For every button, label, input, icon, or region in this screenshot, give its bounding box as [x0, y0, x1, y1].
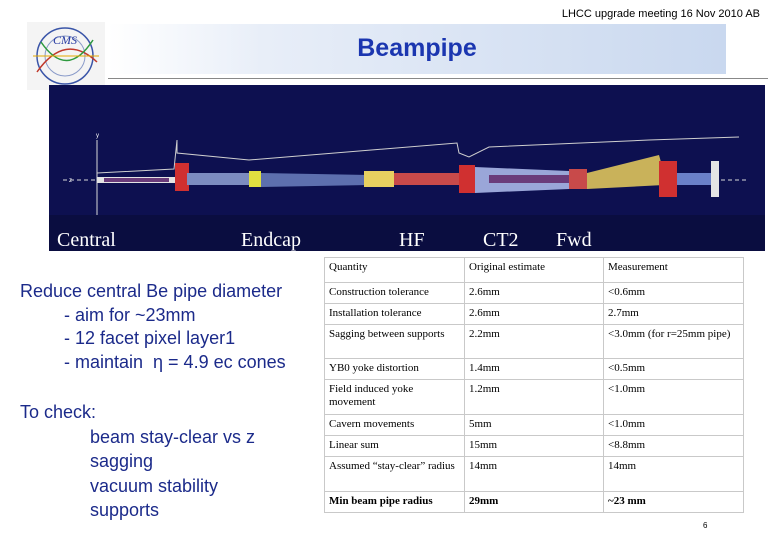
- axis-y: y: [96, 133, 99, 139]
- table-cell: Min beam pipe radius: [325, 492, 465, 513]
- table-row: [325, 415, 744, 436]
- header-note: LHCC upgrade meeting 16 Nov 2010 AB: [561, 8, 760, 20]
- table-row: [325, 359, 744, 380]
- table-cell: 1.4mm: [465, 359, 604, 380]
- table-cell: 2.7mm: [604, 304, 744, 325]
- table-cell: Linear sum: [325, 436, 465, 457]
- table-row: [325, 457, 744, 492]
- table-cell: 1.2mm: [465, 380, 604, 415]
- table-header-row: [325, 258, 744, 283]
- table-cell: YB0 yoke distortion: [325, 359, 465, 380]
- page-number: 6: [703, 521, 708, 530]
- logo-text: CMS: [53, 33, 77, 47]
- table-cell: <0.5mm: [604, 359, 744, 380]
- label-ct2: CT2: [483, 229, 519, 251]
- header-quantity: Quantity: [325, 258, 465, 283]
- table-row: [325, 492, 744, 513]
- table-row: [325, 304, 744, 325]
- table-cell: Field induced yoke movement: [325, 380, 465, 415]
- table-cell: <1.0mm: [604, 415, 744, 436]
- table-cell: Installation tolerance: [325, 304, 465, 325]
- goal-item: - maintain η = 4.9 ec cones: [64, 351, 286, 372]
- beampipe-drawing: [49, 85, 765, 251]
- header-original-estimate: Original estimate: [465, 258, 604, 283]
- title-divider: [108, 78, 768, 79]
- table-cell: 14mm: [465, 457, 604, 492]
- goal-item: - aim for ~23mm: [64, 304, 196, 325]
- table-cell: <1.0mm: [604, 380, 744, 415]
- check-item: vacuum stability: [90, 475, 219, 496]
- table-row: [325, 325, 744, 359]
- page-title: Beampipe: [357, 34, 477, 62]
- table-row: [325, 436, 744, 457]
- table-cell: Sagging between supports: [325, 325, 465, 359]
- cms-logo: [27, 22, 105, 90]
- goal-item: - 12 facet pixel layer1: [64, 328, 236, 348]
- header-measurement: Measurement: [604, 258, 744, 283]
- table-cell: 5mm: [465, 415, 604, 436]
- table-cell: <3.0mm (for r=25mm pipe): [604, 325, 744, 359]
- check-list: [20, 400, 255, 523]
- check-item: sagging: [90, 451, 154, 471]
- label-fwd: Fwd: [556, 229, 592, 251]
- table-row: [325, 380, 744, 415]
- goal-heading: Reduce central Be pipe diameter: [20, 281, 283, 301]
- label-hf: HF: [399, 229, 425, 251]
- label-central: Central: [57, 229, 116, 251]
- table-cell: <8.8mm: [604, 436, 744, 457]
- table-cell: 2.6mm: [465, 283, 604, 304]
- table-cell: 29mm: [465, 492, 604, 513]
- tolerance-table: [324, 257, 744, 513]
- table-cell: ~23 mm: [604, 492, 744, 513]
- check-heading: To check:: [20, 402, 97, 422]
- table-cell: Cavern movements: [325, 415, 465, 436]
- table-cell: Assumed “stay-clear” radius: [325, 457, 465, 492]
- table-cell: 2.2mm: [465, 325, 604, 359]
- check-item: supports: [90, 500, 160, 520]
- table-cell: Construction tolerance: [325, 283, 465, 304]
- title-bar: [108, 24, 726, 74]
- table-cell: 14mm: [604, 457, 744, 492]
- table-cell: 15mm: [465, 436, 604, 457]
- label-endcap: Endcap: [241, 229, 301, 251]
- goals-text: [20, 280, 286, 374]
- table-cell: 2.6mm: [465, 304, 604, 325]
- check-item: beam stay-clear vs z: [90, 426, 256, 447]
- table-cell: <0.6mm: [604, 283, 744, 304]
- axis-z: z: [69, 178, 72, 184]
- table-row: [325, 283, 744, 304]
